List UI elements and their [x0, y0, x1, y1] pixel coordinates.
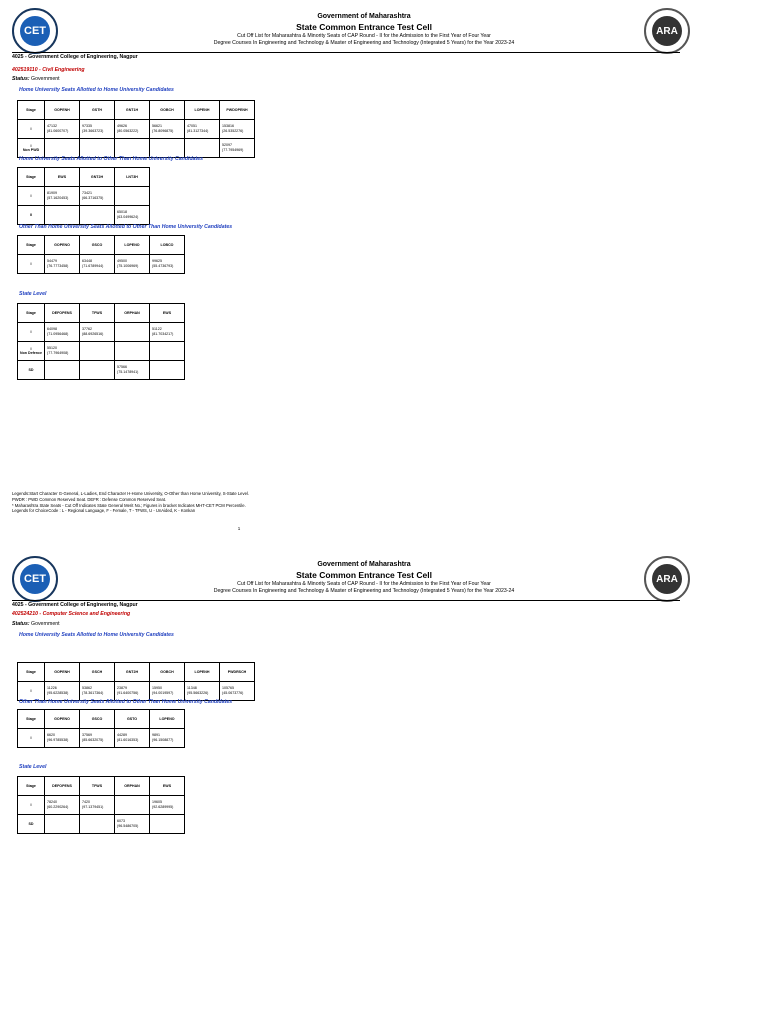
merit-number: 78240 — [47, 800, 57, 805]
cutoff-table — [17, 167, 150, 225]
stage-cell: I — [18, 120, 45, 139]
section-title: Home University Seats Allotted to Other Than Home University Candidates — [19, 156, 204, 162]
table-header-row — [18, 304, 185, 323]
cutoff-table — [17, 235, 185, 274]
status-line: Status: Government — [12, 76, 60, 82]
cutoff-cell — [115, 323, 150, 342]
cutoff-cell — [115, 120, 150, 139]
cutoff-cell — [150, 729, 185, 748]
cutoff-cell — [80, 255, 115, 274]
merit-number: 47132 — [47, 124, 57, 129]
header-line-2: Degree Courses In Engineering and Technology & Master of Engineering and Technology (Integrated 5 Years) for the Year 2023-24 — [213, 40, 515, 46]
merit-number: 97335 — [82, 124, 92, 129]
merit-number: 6620 — [47, 733, 55, 738]
column-header: Stage — [18, 777, 45, 796]
cutoff-cell — [220, 139, 255, 158]
column-header: Stage — [18, 710, 45, 729]
percentile: (96.9785538) — [47, 738, 69, 742]
percentile: (85.6632075) — [82, 738, 104, 742]
table-row — [18, 255, 185, 274]
stage-cell: I Non PWD — [18, 139, 45, 158]
header-line-1: Cut Off List for Maharashtra & Minority Seats of CAP Round - II for the Admission to the First Year of Four Year — [237, 581, 491, 587]
cell-title: State Common Entrance Test Cell — [296, 570, 432, 580]
column-header: GOPENO — [45, 236, 80, 255]
cutoff-cell — [80, 139, 115, 158]
cutoff-cell — [80, 120, 115, 139]
cutoff-cell — [45, 361, 80, 380]
column-header: GOPENH — [45, 101, 80, 120]
column-header: TFWS — [80, 777, 115, 796]
cutoff-cell — [45, 206, 80, 225]
column-header: Stage — [18, 101, 45, 120]
merit-number: 153816 — [222, 124, 234, 129]
page-header — [90, 12, 638, 47]
column-header: Stage — [18, 168, 45, 187]
cutoff-cell — [220, 682, 255, 701]
cutoff-cell — [150, 361, 185, 380]
column-header: GOPENH — [45, 663, 80, 682]
column-header: GOBCH — [150, 663, 185, 682]
cutoff-cell — [115, 139, 150, 158]
ara-logo-icon: ARA — [644, 556, 690, 602]
column-header: TFWS — [80, 304, 115, 323]
stage-cell: I — [18, 255, 45, 274]
cutoff-cell — [150, 120, 185, 139]
legend-line: Legends:Start Character G-General, L-Ladies, End Character H-Home University, O-Other than Home University, S-State Level. — [12, 491, 250, 496]
stage-cell: I — [18, 682, 45, 701]
table-row — [18, 206, 150, 225]
cutoff-cell — [80, 342, 115, 361]
ara-logo-icon: ARA — [644, 8, 690, 54]
percentile: (26.5352276) — [222, 129, 244, 133]
merit-number: 37569 — [82, 733, 92, 738]
column-header: GNT1H — [115, 101, 150, 120]
cutoff-cell — [80, 187, 115, 206]
column-header: LOPENO — [150, 710, 185, 729]
cutoff-cell — [45, 187, 80, 206]
cutoff-cell — [185, 139, 220, 158]
page-header — [90, 560, 638, 595]
merit-number: 37762 — [82, 327, 92, 332]
percentile: (80.0563222) — [117, 129, 139, 133]
cutoff-cell — [80, 323, 115, 342]
merit-number: 55120 — [47, 346, 57, 351]
column-header: GSTH — [80, 101, 115, 120]
college-name: 4025 - Government College of Engineering, Nagpur — [12, 54, 138, 60]
legend-line: Legends for ChoiceCode : L - Regional Language, F - Female, T - TFWS, U - UnAided, K - Konkan — [12, 508, 196, 514]
column-header: LNT3H — [115, 168, 150, 187]
percentile: (63.0499624) — [117, 215, 139, 219]
merit-number: 53862 — [82, 686, 92, 691]
percentile: (55.4736793) — [152, 264, 174, 268]
percentile: (76.7773458) — [47, 264, 69, 268]
table-row — [18, 187, 150, 206]
header-rule — [12, 600, 680, 601]
percentile: (75.1478941) — [117, 370, 139, 374]
column-header: PWDRSCH — [220, 663, 255, 682]
percentile: (95.5663226) — [187, 691, 209, 695]
column-header: ORPHAN — [115, 777, 150, 796]
percentile: (96.1508877) — [152, 738, 174, 742]
percentile: (45.0673776) — [222, 691, 244, 695]
stage-cell: I Non Defence — [18, 342, 45, 361]
percentile: (97.1379451) — [82, 805, 104, 809]
column-header: GSCO — [80, 710, 115, 729]
stage-cell: I — [18, 796, 45, 815]
table-row — [18, 682, 255, 701]
legend-line: * Maharashtra State Seats - Cut Off Indicates State General Merit No.; Figures in bracket Indicates MHT-CET PCM Percentile. — [12, 502, 246, 508]
cutoff-cell — [150, 323, 185, 342]
column-header: Stage — [18, 663, 45, 682]
cutoff-cell — [115, 206, 150, 225]
cutoff-cell — [115, 342, 150, 361]
column-header: EWS — [150, 304, 185, 323]
cet-logo-icon: CET — [12, 556, 58, 602]
column-header: LOBCO — [150, 236, 185, 255]
cutoff-cell — [115, 255, 150, 274]
percentile: (39.3663723) — [82, 129, 104, 133]
column-header: ORPHAN — [115, 304, 150, 323]
cutoff-cell — [115, 361, 150, 380]
percentile: (77.7964908) — [47, 351, 69, 355]
cutoff-cell — [115, 815, 150, 834]
cutoff-cell — [115, 796, 150, 815]
section-title: State Level — [19, 291, 47, 297]
header-rule — [12, 52, 680, 53]
percentile: (60.2290264) — [47, 805, 69, 809]
course-name: 402519110 - Civil Engineering — [12, 67, 85, 73]
cutoff-cell — [150, 255, 185, 274]
merit-number: 52097 — [222, 143, 232, 148]
percentile: (81.7034217) — [152, 332, 174, 336]
header-line-2: Degree Courses In Engineering and Technology & Master of Engineering and Technology (Integrated 5 Years) for the Year 2023-24 — [213, 588, 515, 594]
cutoff-cell — [80, 682, 115, 701]
table-row — [18, 796, 185, 815]
table-header-row — [18, 777, 185, 796]
percentile: (81.6016353) — [117, 738, 139, 742]
cutoff-table — [17, 303, 185, 380]
merit-number: 105765 — [222, 686, 234, 691]
cutoff-cell — [45, 729, 80, 748]
merit-number: 23879 — [117, 686, 127, 691]
merit-number: 56621 — [152, 124, 162, 129]
cutoff-cell — [45, 139, 80, 158]
cutoff-cell — [45, 682, 80, 701]
percentile: (92.6289995) — [152, 805, 174, 809]
table-header-row — [18, 710, 185, 729]
cutoff-cell — [80, 361, 115, 380]
merit-number: 65018 — [117, 210, 127, 215]
header-line-1: Cut Off List for Maharashtra & Minority Seats of CAP Round - II for the Admission to the First Year of Four Year — [237, 33, 491, 39]
column-header: LOPENH — [185, 101, 220, 120]
table-row — [18, 139, 255, 158]
page-2 — [0, 548, 768, 1024]
merit-number: 9891 — [152, 733, 160, 738]
merit-number: 51122 — [152, 327, 162, 332]
gov-title: Government of Maharashtra — [317, 561, 411, 568]
percentile: (57.1620453) — [47, 196, 69, 200]
percentile: (96.5486705) — [117, 824, 139, 828]
merit-number: 64098 — [47, 327, 57, 332]
stage-cell: SD — [18, 361, 45, 380]
cutoff-cell — [80, 796, 115, 815]
stage-cell: SD — [18, 815, 45, 834]
percentile: (78.3617364) — [82, 691, 104, 695]
cutoff-cell — [185, 120, 220, 139]
column-header: LOPENH — [185, 663, 220, 682]
cutoff-cell — [185, 682, 220, 701]
percentile: (94.0019597) — [152, 691, 174, 695]
cutoff-cell — [80, 206, 115, 225]
column-header: GOBCH — [150, 101, 185, 120]
percentile: (81.3127344) — [187, 129, 209, 133]
cutoff-cell — [115, 729, 150, 748]
cet-logo-icon: CET — [12, 8, 58, 54]
column-header: EWS — [150, 777, 185, 796]
cutoff-table — [17, 709, 185, 748]
percentile: (71.0956468) — [47, 332, 69, 336]
column-header: Stage — [18, 236, 45, 255]
status-line: Status: Government — [12, 621, 60, 627]
merit-number: 81909 — [47, 191, 57, 196]
table-header-row — [18, 663, 255, 682]
cutoff-cell — [45, 323, 80, 342]
college-name: 4025 - Government College of Engineering, Nagpur — [12, 602, 138, 608]
course-name: 402524210 - Computer Science and Engineering — [12, 611, 131, 617]
page-number: 1 — [237, 526, 241, 531]
cutoff-table — [17, 662, 255, 701]
cutoff-cell — [115, 187, 150, 206]
cell-title: State Common Entrance Test Cell — [296, 22, 432, 32]
merit-number: 49500 — [117, 259, 127, 264]
column-header: DEFOPENS — [45, 777, 80, 796]
percentile: (76.8096875) — [152, 129, 174, 133]
percentile: (77.7954969) — [222, 148, 244, 152]
percentile: (71.6789944) — [82, 264, 104, 268]
merit-number: 44289 — [117, 733, 127, 738]
section-title: Home University Seats Allotted to Home University Candidates — [19, 87, 174, 93]
column-header: EWS — [45, 168, 80, 187]
section-title: Other Than Home University Seats Allotted to Other Than Home University Candidates — [19, 699, 233, 705]
cutoff-cell — [150, 342, 185, 361]
percentile: (66.3716375) — [82, 196, 104, 200]
column-header: GSTO — [115, 710, 150, 729]
cutoff-cell — [80, 729, 115, 748]
merit-number: 6073 — [117, 819, 125, 824]
cutoff-cell — [45, 796, 80, 815]
table-row — [18, 120, 255, 139]
cutoff-cell — [150, 796, 185, 815]
cutoff-cell — [115, 682, 150, 701]
stage-cell: II — [18, 206, 45, 225]
merit-number: 49626 — [117, 124, 127, 129]
stage-cell: I — [18, 323, 45, 342]
column-header: GOPENO — [45, 710, 80, 729]
section-title: State Level — [19, 764, 47, 770]
merit-number: 47051 — [187, 124, 197, 129]
table-header-row — [18, 101, 255, 120]
column-header: GSCH — [80, 663, 115, 682]
percentile: (75.1006969) — [117, 264, 139, 268]
cutoff-cell — [220, 120, 255, 139]
cutoff-cell — [45, 342, 80, 361]
percentile: (91.6400756) — [117, 691, 139, 695]
cutoff-cell — [45, 815, 80, 834]
table-row — [18, 361, 185, 380]
cutoff-cell — [150, 682, 185, 701]
cutoff-cell — [80, 815, 115, 834]
percentile: (95.6228538) — [47, 691, 69, 695]
cutoff-cell — [45, 120, 80, 139]
table-row — [18, 323, 185, 342]
cutoff-cell — [45, 255, 80, 274]
column-header: Stage — [18, 304, 45, 323]
section-title: Other Than Home University Seats Allotted to Other Than Home University Candidates — [19, 224, 233, 230]
merit-number: 11226 — [47, 686, 57, 691]
merit-number: 54479 — [47, 259, 57, 264]
column-header: PWDOPENH — [220, 101, 255, 120]
percentile: (88.6926516) — [82, 332, 104, 336]
column-header: GNT2H — [115, 663, 150, 682]
merit-number: 63448 — [82, 259, 92, 264]
merit-number: 73421 — [82, 191, 92, 196]
table-row — [18, 815, 185, 834]
legend-line: PWDR : PWD Common Reserved Seat. DEFR : Defense Common Reserved Seat. — [12, 496, 167, 502]
merit-number: 15950 — [152, 686, 162, 691]
column-header: DEFOPENS — [45, 304, 80, 323]
merit-number: 57566 — [117, 365, 127, 370]
cutoff-table — [17, 100, 255, 158]
merit-number: 11348 — [187, 686, 197, 691]
table-row — [18, 729, 185, 748]
section-title: Home University Seats Allotted to Home University Candidates — [19, 632, 174, 638]
gov-title: Government of Maharashtra — [317, 13, 411, 20]
column-header: GNT2H — [80, 168, 115, 187]
merit-number: 19605 — [152, 800, 162, 805]
legend — [12, 491, 249, 514]
stage-cell: I — [18, 729, 45, 748]
column-header: LOPENO — [115, 236, 150, 255]
cutoff-cell — [150, 815, 185, 834]
cutoff-table — [17, 776, 185, 834]
column-header: GSCO — [80, 236, 115, 255]
percentile: (81.0600707) — [47, 129, 69, 133]
merit-number: 99625 — [152, 259, 162, 264]
table-header-row — [18, 168, 150, 187]
table-header-row — [18, 236, 185, 255]
merit-number: 7420 — [82, 800, 90, 805]
stage-cell: I — [18, 187, 45, 206]
table-row — [18, 342, 185, 361]
cutoff-cell — [150, 139, 185, 158]
